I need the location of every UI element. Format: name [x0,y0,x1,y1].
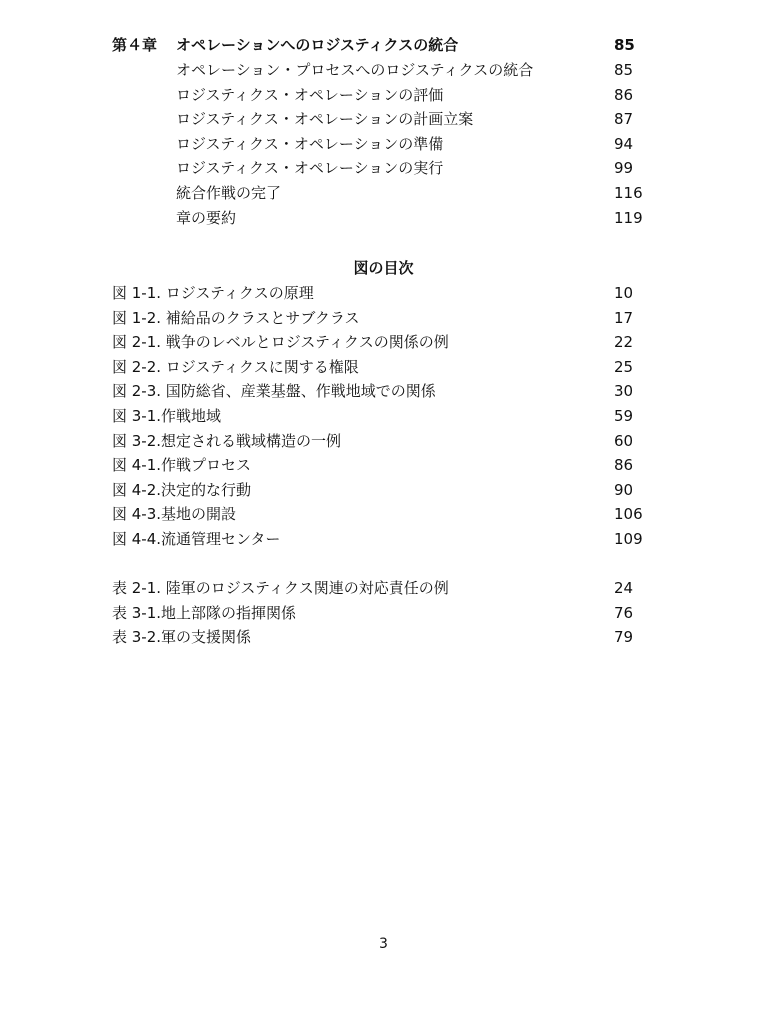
section-entry [0,84,767,106]
chapter-entry [0,34,767,56]
entry-page: 76 [614,603,634,622]
entry-page: 17 [614,308,634,327]
entry-page: 90 [614,480,634,499]
entry-page: 86 [614,85,634,104]
figure-entry [0,405,767,427]
entry-title: 図 2-1. 戦争のレベルとロジスティクスの関係の例 [112,333,449,352]
entry-title: 図 2-3. 国防総省、産業基盤、作戦地域での関係 [112,382,436,401]
entry-title: 図 2-2. ロジスティクスに関する権限 [112,357,359,376]
figure-entry [0,307,767,329]
entry-page: 30 [614,382,634,401]
entry-page: 116 [614,184,643,202]
entry-page: 59 [614,407,634,425]
chapter-label: 第４章 [112,36,158,54]
figure-entry [0,454,767,476]
entry-page: 99 [614,159,634,178]
entry-page: 109 [614,530,643,548]
figure-entry [0,356,767,378]
entry-title: ロジスティクス・オペレーションの評価 [176,85,444,104]
entry-title: 図 3-2.想定される戦域構造の一例 [112,431,342,450]
entry-page: 87 [614,110,634,129]
entry-title: オペレーション・プロセスへのロジスティクスの統合 [176,61,534,79]
entry-title: 表 3-2.軍の支援関係 [112,628,252,647]
entry-title: 表 2-1. 陸軍のロジスティクス関連の対応責任の例 [112,579,449,597]
entry-page: 22 [614,333,634,352]
figure-entry [0,282,767,304]
section-entry [0,207,767,229]
entry-title: 統合作戦の完了 [176,184,282,202]
section-entry [0,133,767,155]
page-number: 3 [379,936,388,952]
table-entry [0,577,767,599]
entry-page: 119 [614,208,643,227]
entry-title: 図 1-1. ロジスティクスの原理 [112,284,314,302]
section-entry [0,59,767,81]
entry-title: ロジスティクス・オペレーションの実行 [176,159,444,178]
entry-page: 24 [614,579,634,597]
section-entry [0,108,767,130]
figure-entry [0,380,767,402]
entry-title: 図 3-1.作戦地域 [112,407,222,425]
chapter-title: オペレーションへのロジスティクスの統合 [176,36,459,54]
entry-title: 章の要約 [176,208,237,227]
entry-title: 表 3-1.地上部隊の指揮関係 [112,603,297,622]
entry-page: 85 [614,61,634,79]
entry-page: 106 [614,505,643,524]
section-entry [0,182,767,204]
figures-heading: 図の目次 [353,259,414,277]
entry-page: 86 [614,456,634,475]
entry-title: 図 4-3.基地の開設 [112,505,237,524]
entry-page: 60 [614,431,634,450]
entry-title: 図 1-2. 補給品のクラスとサブクラス [112,308,360,327]
entry-title: 図 4-1.作戦プロセス [112,456,252,475]
figure-entry [0,331,767,353]
entry-title: 図 4-2.決定的な行動 [112,480,252,499]
table-entry [0,602,767,624]
figure-entry [0,479,767,501]
entry-page: 79 [614,628,634,647]
figure-entry [0,528,767,550]
section-entry [0,157,767,179]
entry-title: ロジスティクス・オペレーションの準備 [176,134,444,153]
entry-title: ロジスティクス・オペレーションの計画立案 [176,110,474,129]
entry-page: 94 [614,134,634,153]
entry-title: 図 4-4.流通管理センター [112,530,281,548]
table-entry [0,626,767,648]
figure-entry [0,503,767,525]
chapter-page: 85 [614,36,635,54]
figure-entry [0,430,767,452]
entry-page: 25 [614,357,634,376]
entry-page: 10 [614,284,634,302]
